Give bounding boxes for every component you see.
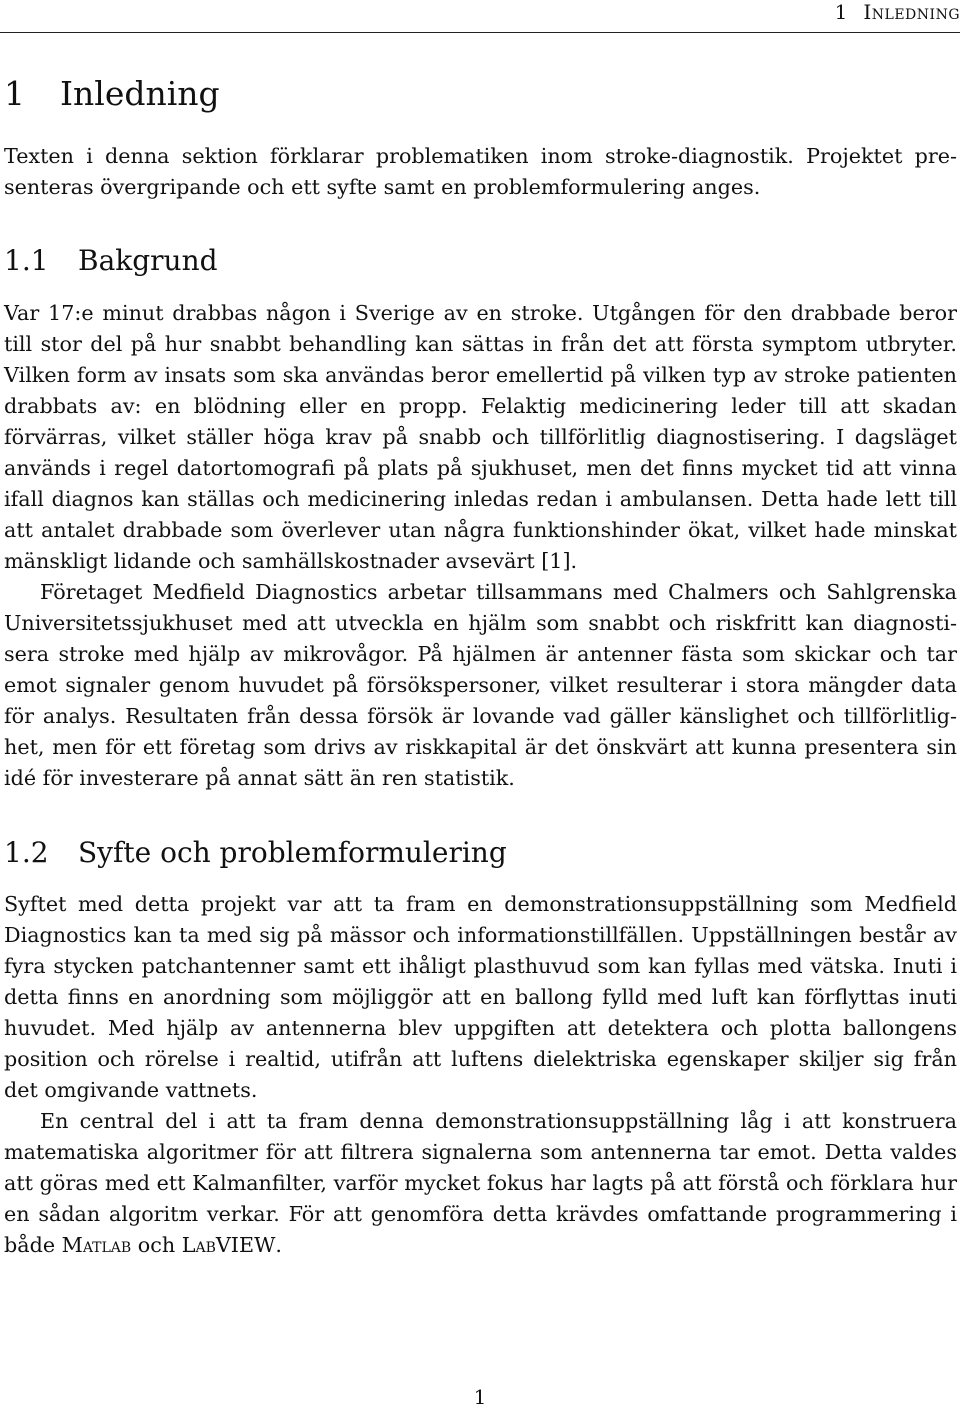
chapter-intro-paragraph: Texten i denna sektion förklarar problematiken inom stroke-diagnostik. Projektet presenteras övergripande och ett syfte samt en problemformulering anges. (4, 144, 957, 199)
section-number: 1.2 (4, 836, 49, 869)
chapter-heading (4, 72, 957, 116)
header-rule (0, 32, 960, 33)
sentence-end: . (275, 1233, 282, 1257)
section-number: 1.1 (4, 244, 49, 277)
section-heading-syfte (4, 834, 957, 872)
page-number: 1 (473, 1385, 487, 1409)
running-header-number: 1 (834, 0, 848, 24)
chapter-number: 1 (4, 74, 25, 113)
section-title: Bakgrund (78, 244, 218, 277)
page-body (4, 72, 957, 1261)
connector-word: och (137, 1233, 176, 1257)
body-paragraph-last (4, 1106, 957, 1261)
body-paragraph: Var 17:e minut drabbas någon i Sverige av en stroke. Utgången för den drabbade beror till stor del på hur snabbt behandling kan sättas in från det att första symptom utbryter. Vilken form av insats som ska användas beror emellertid på vilken typ av stroke patienten drabbats av: en blödning eller en propp. Felaktig medicinering leder till att skadan förvärras, vilket ställer höga krav på snabb och tillförlitlig diagnostisering. I dagsläget används i regel datortomografi på plats på sjukhuset, men det finns mycket tid att vinna ifall diagnos kan ställas och medicinering inledas redan i ambulansen. Detta hade lett till att antalet drabbade som överlever utan några funktionshinder ökat, vilket hade minskat mänskligt lidande och samhällskostnader avsevärt [1]. (4, 301, 957, 573)
running-header-title: Inledning (863, 0, 960, 24)
paragraph-text: En central del i att ta fram denna demonstrationsuppställning låg i att konstruera matematiska algoritmer för att filtrera signalerna som antennerna tar emot. Detta valdes att göras med ett Kalmanfilter, varför mycket fokus har lagts på att förstå och förklara hur en sådan algoritm verkar. För att genomföra detta krävdes omfattande programmering i både (4, 1109, 957, 1257)
body-paragraph: Syftet med detta projekt var att ta fram en demonstrationsuppställning som Medfield Diagnostics kan ta med sig på mässor och informationstillfällen. Uppställningen består av fyra stycken patchantenner samt ett ihåligt plasthuvud som kan fyllas med vätska. Inuti i detta finns en anordning som möjliggör att en ballong fylld med luft kan förflyttas inuti huvudet. Med hjälp av antennerna blev uppgiften att detektera och plotta ballongens position och rörelse i realtid, utifrån att luftens dielektriska egenskaper skiljer sig från det omgivande vattnets. (4, 892, 957, 1102)
software-name-labview: LabVIEW (181, 1233, 276, 1257)
chapter-title: Inledning (60, 74, 220, 113)
body-paragraph: Företaget Medfield Diagnostics arbetar tillsammans med Chalmers och Sahlgrenska Universitetssjukhuset med att utveckla en hjälm som snabbt och riskfritt kan diagnostisera stroke med hjälp av mikrovågor. På hjälmen är antenner fästa som skickar och tar emot signaler genom huvudet på försökspersoner, vilket resulterar i stora mängder data för analys. Resultaten från dessa försök är lovande vad gäller känslighet och tillförlitlighet, men för ett företag som drivs av riskkapital är det önskvärt att kunna presentera sin idé för investerare på annat sätt än ren statistik. (4, 580, 957, 790)
running-header (835, 0, 960, 24)
section-heading-bakgrund (4, 242, 957, 280)
section-title: Syfte och problemformulering (78, 836, 507, 869)
software-name-matlab: Matlab (61, 1233, 132, 1257)
